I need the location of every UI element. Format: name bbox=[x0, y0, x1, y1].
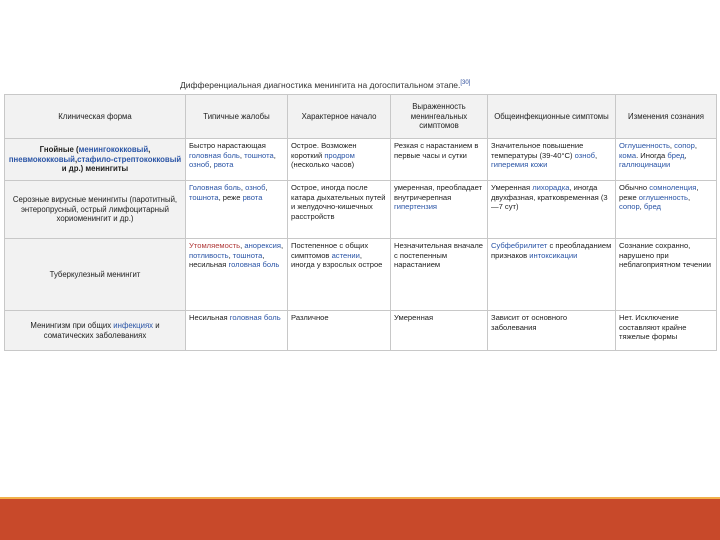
term-link[interactable]: сопор bbox=[674, 141, 695, 150]
term-link[interactable]: интоксикации bbox=[529, 250, 578, 260]
cell-general: Значительное повышение температуры (39-40°С) озноб, гиперемия кожи bbox=[488, 139, 616, 181]
header-typical-complaints: Типичные жалобы bbox=[186, 95, 288, 139]
term-link[interactable]: бред bbox=[643, 202, 661, 212]
cell-complaints: Утомляемость, анорексия, потливость, тошнота, несильная головная боль bbox=[186, 239, 288, 311]
cell-meningeal: Умеренная bbox=[391, 311, 488, 351]
table-row bbox=[5, 239, 717, 311]
term-link[interactable]: продром bbox=[324, 150, 355, 160]
term-link[interactable]: Оглушенность bbox=[619, 141, 670, 150]
cell-consciousness: Нет. Исключение составляют крайне тяжелые формы bbox=[616, 311, 717, 351]
term-link[interactable]: рвота bbox=[213, 160, 234, 170]
cell-meningeal: умеренная, преобладает внутричерепная гипертензия bbox=[391, 181, 488, 239]
differential-diagnosis-table bbox=[4, 94, 717, 351]
cell-onset: Различное bbox=[288, 311, 391, 351]
cell-form: Гнойные (менингококковый, пневмококковый,стафило-стрептококковый и др.) менингиты bbox=[5, 139, 186, 181]
caption-text: Дифференциальная диагностика менингита на догоспитальном этапе. bbox=[180, 80, 461, 90]
term-link[interactable]: тошнота bbox=[189, 192, 219, 202]
cell-onset: Острое, иногда после катара дыхательных путей и желудочно-кишечных расстройств bbox=[288, 181, 391, 239]
term-link[interactable]: пневмококковый bbox=[8, 154, 75, 164]
term-link[interactable]: лихорадка bbox=[532, 183, 570, 192]
cell-form: Менингизм при общих инфекциях и соматических заболеваниях bbox=[5, 311, 186, 351]
header-consciousness: Изменения сознания bbox=[616, 95, 717, 139]
term-link[interactable]: рвота bbox=[242, 192, 263, 202]
term-link[interactable]: астении bbox=[331, 250, 360, 260]
term-link[interactable]: оглушенность bbox=[638, 192, 688, 202]
cell-meningeal: Резкая с нарастанием в первые часы и сутки bbox=[391, 139, 488, 181]
term-link[interactable]: головная боль bbox=[189, 150, 240, 160]
cell-consciousness: Обычно сомноленция, реже оглушенность, сопор, бред bbox=[616, 181, 717, 239]
table-row bbox=[5, 311, 717, 351]
table-row bbox=[5, 181, 717, 239]
term-link[interactable]: кома bbox=[619, 150, 637, 160]
caption-reference[interactable]: [30] bbox=[460, 80, 471, 87]
term-link[interactable]: головная боль bbox=[228, 260, 280, 270]
term-link[interactable]: Головная боль bbox=[189, 183, 241, 192]
term-link[interactable]: озноб bbox=[245, 183, 266, 192]
term-link[interactable]: озноб bbox=[189, 160, 210, 170]
header-clinical-form: Клиническая форма bbox=[5, 95, 186, 139]
term-link[interactable]: галлюцинации bbox=[619, 160, 671, 170]
header-general-symptoms: Общеинфекционные симптомы bbox=[488, 95, 616, 139]
cell-consciousness: Сознание сохранно, нарушено при неблагоприятном течении bbox=[616, 239, 717, 311]
header-onset: Характерное начало bbox=[288, 95, 391, 139]
term-link[interactable]: сопор bbox=[619, 202, 640, 212]
cell-meningeal: Незначительная вначале с постепенным нарастанием bbox=[391, 239, 488, 311]
term-link[interactable]: анорексия bbox=[244, 241, 281, 250]
term-link[interactable]: сомноленция bbox=[649, 183, 697, 192]
term-link[interactable]: потливость bbox=[189, 250, 229, 260]
term-link[interactable]: Субфебрилитет bbox=[491, 241, 548, 250]
term-link[interactable]: головная боль bbox=[229, 313, 281, 322]
term-link[interactable]: менингококковый bbox=[78, 144, 149, 154]
term-link[interactable]: Утомляемость bbox=[189, 241, 241, 250]
cell-complaints: Быстро нарастающая головная боль, тошнота, озноб, рвота bbox=[186, 139, 288, 181]
cell-onset: Острое. Возможен короткий продром (несколько часов) bbox=[288, 139, 391, 181]
cell-general: Умеренная лихорадка, иногда двухфазная, кратковременная (3—7 сут) bbox=[488, 181, 616, 239]
term-link[interactable]: гипертензия bbox=[394, 202, 438, 212]
table-caption bbox=[180, 80, 560, 90]
cell-general: Субфебрилитет с преобладанием признаков интоксикации bbox=[488, 239, 616, 311]
term-link[interactable]: гиперемия кожи bbox=[491, 160, 548, 170]
cell-form: Туберкулезный менингит bbox=[5, 239, 186, 311]
cell-complaints: Головная боль, озноб, тошнота, реже рвота bbox=[186, 181, 288, 239]
term-link[interactable]: стафило-стрептококковый bbox=[77, 154, 182, 164]
cell-complaints: Несильная головная боль bbox=[186, 311, 288, 351]
cell-consciousness: Оглушенность, сопор, кома. Иногда бред, галлюцинации bbox=[616, 139, 717, 181]
term-link[interactable]: тошнота bbox=[244, 150, 274, 160]
slide-footer-band bbox=[0, 499, 720, 540]
term-link[interactable]: озноб bbox=[574, 150, 596, 160]
term-link[interactable]: инфекциях bbox=[113, 320, 154, 330]
cell-general: Зависит от основного заболевания bbox=[488, 311, 616, 351]
cell-form: Серозные вирусные менингиты (паротитный, энтеропрусный, острый лимфоцитарный хориоменингит и др.) bbox=[5, 181, 186, 239]
table-header-row bbox=[5, 95, 717, 139]
term-link[interactable]: бред bbox=[667, 150, 685, 160]
term-link[interactable]: тошнота bbox=[232, 250, 263, 260]
cell-onset: Постепенное с общих симптомов астении, иногда у взрослых острое bbox=[288, 239, 391, 311]
header-meningeal-symptoms: Выраженность менингеальных симптомов bbox=[391, 95, 488, 139]
table-row bbox=[5, 139, 717, 181]
